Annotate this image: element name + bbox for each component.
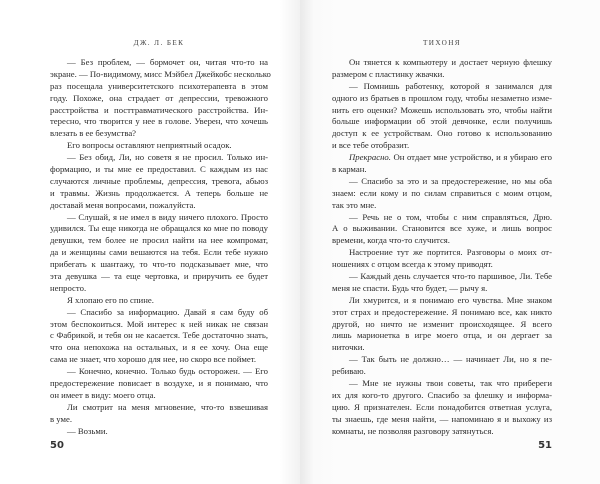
text-line: Я хлопаю его по спине. (67, 294, 154, 305)
text-line: непросто. (50, 282, 87, 293)
text-line: одного из братьев в прошлом году, чтобы незаметно изме- (332, 92, 552, 103)
text-line: знаем: если кому и по силам справиться с моим отцом, (332, 187, 552, 198)
text-line: Он тянется к компьютеру и достает черную флешку (349, 57, 552, 67)
text-line: времени, когда что-то случится. (332, 235, 450, 246)
text-line: ребиваю. (332, 366, 366, 377)
text-line: — Без проблем, — бормочет он, читая что-то на (67, 57, 268, 67)
text-line (332, 152, 552, 164)
text-line: — Без обид, Ли, но советя я не просил. Только ин- (67, 152, 268, 163)
paragraph (332, 295, 552, 354)
text-line: что она непохожа на остальных, и я ее хочу. Она еще (50, 342, 268, 353)
text-line: — Конечно, конечно. Только будь осторожен. — Его (67, 366, 268, 377)
text-line: эта девушка — та еще чертовка, и приручить ее будет (50, 271, 268, 282)
paragraph (332, 354, 552, 378)
text-line: Ли хмурится, и я понимаю его чувства. Мне знаком (349, 294, 552, 305)
text-line: — Речь не о том, чтобы с ним справляться, Дрю. (349, 211, 552, 222)
text-line: и травмы. Жизнь продолжается. А теперь больше не (50, 187, 268, 198)
text-line: экране. — По-видимому, мисс Мэйбел Джейкобс несколько (50, 68, 271, 79)
text-line: да и женщины сами вешаются на тебя. Если тебе нужно (50, 247, 268, 258)
text-line: ты знаешь, где меня найти, — напоминаю я и выхожу из (332, 413, 552, 424)
text-line: влезать в ее безумства? (50, 128, 137, 139)
text-line: в карман. (332, 164, 367, 175)
text-line: в уме. (50, 413, 73, 424)
text-line: он имеет в виду: моего отца. (50, 389, 156, 400)
text-line: Ли смотрит на меня мгновение, что-то взвешивая (67, 401, 268, 412)
text-line: — Спасибо за это и за предостережение, но мы оба (349, 175, 552, 186)
text-line: случаются личные проблемы, депрессия, тревога, абьюз (50, 175, 268, 186)
text-line: цию. Я признателен. Если понадобится ответная услуга, (332, 401, 552, 412)
page-number: 50 (50, 440, 64, 451)
text-line: Настроение тут же портится. Разговоры о моих от- (349, 247, 552, 258)
text-line: размером с пластинку жвачки. (332, 68, 445, 79)
italic-text: Прекрасно. (349, 152, 391, 163)
paragraph (50, 140, 268, 152)
text-line: — Возьми. (67, 425, 108, 436)
body-text (332, 57, 552, 438)
text-line: — Слушай, я не имел в виду ничего плохого. Просто (67, 211, 268, 222)
paragraph (332, 271, 552, 295)
text-line: так это мне. (332, 199, 377, 210)
paragraph (332, 57, 552, 81)
text-line: ношениях с отцом всегда к этому приводят. (332, 259, 493, 270)
text-line: меня не спасти. Будь что будет, — рычу я. (332, 282, 488, 293)
paragraph (50, 307, 268, 366)
paragraph (332, 176, 552, 212)
text-line: их для кого-то другого. Спасибо за флешку и информа- (332, 389, 552, 400)
text-line: с Фабрикой, и тебя он не касается. Тебе достаточно знать, (50, 330, 268, 341)
text-line: — Так быть не должно… — начинает Ли, но я пе- (349, 354, 552, 365)
paragraph (50, 152, 268, 211)
page-number: 51 (538, 440, 552, 451)
text-line: ниточки. (332, 342, 365, 353)
paragraph (50, 402, 268, 426)
text-line: — Мне не нужны твои советы, так что прибереги (349, 378, 552, 389)
text-line: — Спасибо за информацию. Давай я сам буду об (67, 306, 268, 317)
text-line: Его вопросы оставляют неприятный осадок. (67, 140, 232, 151)
text-line: и все тебе отобразит. (332, 140, 410, 151)
body-text (50, 57, 271, 438)
text-line: году. Похоже, она страдает от депрессии, тревожного (50, 92, 268, 103)
running-head-title: ТИХОНЯ (423, 39, 461, 47)
text-line: прибегать к шантажу, то что-то подсказывает мне, что (50, 259, 268, 270)
right-page (300, 0, 600, 484)
text-line: другой, но ничто не изменит происходящее. Я всего (332, 318, 552, 329)
paragraph (332, 378, 552, 437)
text-line: предостережение повисает в воздухе, и я понимаю, что (50, 378, 268, 389)
text-line: лишь марионетка в игре моего отца, и он дергает за (332, 330, 552, 341)
paragraph (50, 426, 268, 438)
text-line: удивился. Ты еще никогда не обращался ко мне по поводу (50, 223, 268, 234)
paragraph (50, 212, 268, 295)
text-line: раз посещала университетского психотерапевта в этом (50, 80, 268, 91)
paragraph (332, 152, 552, 176)
text-line: этот страх и предостережение. Я понимаю все, как никто (332, 306, 552, 317)
paragraph (332, 212, 552, 248)
text-line: сама не знает, что хорошо для нее, но скоро все поймет. (50, 354, 257, 365)
text-line: расстройства и посттравматического расстройства. Ин- (50, 104, 268, 115)
running-head-author: ДЖ. Л. БЕК (133, 39, 185, 47)
text-line: больше информации об этой девчонке, если получишь (332, 116, 552, 127)
text: Он отдает мне устройство, и я убираю его (390, 152, 552, 163)
paragraph (332, 81, 552, 152)
text-line: доставай меня вопросами, пожалуйста. (50, 199, 196, 210)
text-line: — Помнишь работенку, которой я занимался для (349, 80, 552, 91)
text-line: нить его оценки? Можешь использовать это, чтобы найти (332, 104, 552, 115)
text-line: — Каждый день случается что-то паршивое, Ли. Тебе (349, 271, 552, 282)
text-line: А о выживании. Становится все хуже, и лишь вопрос (332, 223, 552, 234)
text-line: доступ к ее устройствам. Оно готово к использованию (332, 128, 552, 139)
text-line: тересно, что творится у нее в голове. Уверен, что хочешь (50, 116, 268, 127)
text-line: формацию, и ты мне ее предоставил. С каждым из нас (50, 164, 268, 175)
text-line: девушки, тем более не просил найти на нее компромат, (50, 235, 268, 246)
text-line: этом беспокоиться. Мой интерес к ней никак не связан (50, 318, 268, 329)
paragraph (50, 366, 268, 402)
text-line: комнаты, не позволяя разговору затянуться. (332, 425, 494, 436)
paragraph (332, 247, 552, 271)
paragraph (50, 57, 271, 140)
paragraph (50, 295, 268, 307)
